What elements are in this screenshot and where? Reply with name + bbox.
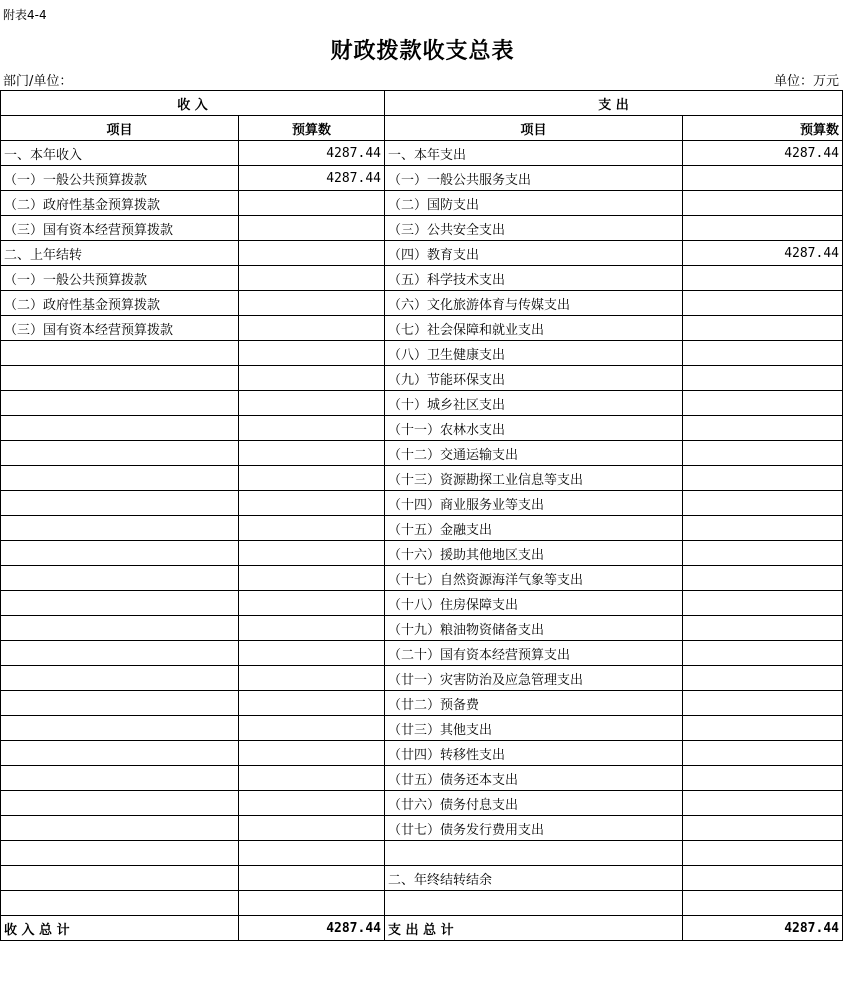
- table-row: [1, 541, 843, 566]
- expense-item-cell: （十二）交通运输支出: [385, 441, 683, 466]
- income-item-header: 项目: [1, 116, 239, 141]
- table-row: [1, 216, 843, 241]
- income-budget-cell: [239, 591, 385, 616]
- income-item-cell: [1, 466, 239, 491]
- income-item-cell: 二、上年结转: [1, 241, 239, 266]
- totals-row: [1, 916, 843, 941]
- income-budget-cell: 4287.44: [239, 141, 385, 166]
- table-row: [1, 766, 843, 791]
- income-budget-cell: [239, 416, 385, 441]
- income-budget-cell: [239, 191, 385, 216]
- income-budget-cell: [239, 241, 385, 266]
- income-budget-cell: [239, 891, 385, 916]
- table-row: [1, 266, 843, 291]
- table-row: [1, 341, 843, 366]
- expense-item-cell: （十七）自然资源海洋气象等支出: [385, 566, 683, 591]
- expense-budget-cell: [683, 691, 843, 716]
- income-item-cell: [1, 391, 239, 416]
- income-item-cell: [1, 841, 239, 866]
- expense-budget-cell: [683, 591, 843, 616]
- income-budget-cell: [239, 441, 385, 466]
- expense-item-cell: （十九）粮油物资储备支出: [385, 616, 683, 641]
- expense-budget-header: 预算数: [683, 116, 843, 141]
- expense-item-cell: （十六）援助其他地区支出: [385, 541, 683, 566]
- expense-item-cell: （廿四）转移性支出: [385, 741, 683, 766]
- income-budget-cell: 4287.44: [239, 166, 385, 191]
- table-row: [1, 741, 843, 766]
- income-budget-cell: [239, 391, 385, 416]
- income-budget-cell: [239, 641, 385, 666]
- expense-item-cell: （廿六）债务付息支出: [385, 791, 683, 816]
- income-item-cell: （二）政府性基金预算拨款: [1, 291, 239, 316]
- expense-item-header: 项目: [385, 116, 683, 141]
- income-item-cell: [1, 616, 239, 641]
- table-row: [1, 791, 843, 816]
- expense-budget-cell: [683, 191, 843, 216]
- income-item-cell: [1, 516, 239, 541]
- table-row: [1, 316, 843, 341]
- income-budget-cell: [239, 691, 385, 716]
- income-item-cell: [1, 441, 239, 466]
- expense-budget-cell: [683, 766, 843, 791]
- expense-item-cell: （九）节能环保支出: [385, 366, 683, 391]
- expense-budget-cell: [683, 841, 843, 866]
- table-row: [1, 416, 843, 441]
- income-item-cell: [1, 716, 239, 741]
- income-budget-header: 预算数: [239, 116, 385, 141]
- income-budget-cell: [239, 666, 385, 691]
- income-budget-cell: [239, 291, 385, 316]
- expense-budget-cell: [683, 316, 843, 341]
- income-total-value: 4287.44: [239, 916, 385, 941]
- expense-budget-cell: [683, 616, 843, 641]
- income-budget-cell: [239, 816, 385, 841]
- income-budget-cell: [239, 866, 385, 891]
- expense-budget-cell: [683, 516, 843, 541]
- expense-budget-cell: [683, 441, 843, 466]
- budget-table: [0, 90, 843, 941]
- expense-item-cell: （十一）农林水支出: [385, 416, 683, 441]
- expense-total-value: 4287.44: [683, 916, 843, 941]
- header-row-sections: [1, 91, 843, 116]
- income-item-cell: [1, 541, 239, 566]
- annex-label: 附表4-4: [3, 8, 47, 22]
- expense-item-cell: （七）社会保障和就业支出: [385, 316, 683, 341]
- expense-budget-cell: 4287.44: [683, 141, 843, 166]
- table-row: [1, 816, 843, 841]
- income-budget-cell: [239, 466, 385, 491]
- income-budget-cell: [239, 216, 385, 241]
- expense-budget-cell: [683, 366, 843, 391]
- expense-budget-cell: [683, 466, 843, 491]
- expense-item-cell: （十四）商业服务业等支出: [385, 491, 683, 516]
- expense-item-cell: （四）教育支出: [385, 241, 683, 266]
- income-item-cell: [1, 766, 239, 791]
- income-item-cell: [1, 641, 239, 666]
- expense-budget-cell: [683, 891, 843, 916]
- income-item-cell: [1, 891, 239, 916]
- expense-budget-cell: 4287.44: [683, 241, 843, 266]
- table-row: [1, 591, 843, 616]
- income-item-cell: （三）国有资本经营预算拨款: [1, 316, 239, 341]
- expense-item-cell: （十五）金融支出: [385, 516, 683, 541]
- table-row: [1, 566, 843, 591]
- expense-total-label: 支 出 总 计: [385, 916, 683, 941]
- income-budget-cell: [239, 266, 385, 291]
- expense-budget-cell: [683, 216, 843, 241]
- table-row: [1, 891, 843, 916]
- table-row: [1, 441, 843, 466]
- income-budget-cell: [239, 341, 385, 366]
- income-budget-cell: [239, 566, 385, 591]
- income-budget-cell: [239, 316, 385, 341]
- unit-label: 单位：万元: [773, 74, 839, 89]
- income-budget-cell: [239, 741, 385, 766]
- income-item-cell: [1, 866, 239, 891]
- page-title: 财政拨款收支总表: [330, 38, 515, 64]
- income-budget-cell: [239, 616, 385, 641]
- income-section-header: 收 入: [1, 91, 385, 116]
- table-row: [1, 691, 843, 716]
- table-row: [1, 141, 843, 166]
- expense-budget-cell: [683, 816, 843, 841]
- expense-budget-cell: [683, 341, 843, 366]
- income-item-cell: [1, 341, 239, 366]
- table-row: [1, 616, 843, 641]
- income-item-cell: （二）政府性基金预算拨款: [1, 191, 239, 216]
- table-row: [1, 716, 843, 741]
- expense-item-cell: 二、年终结转结余: [385, 866, 683, 891]
- table-row: [1, 291, 843, 316]
- expense-item-cell: （廿五）债务还本支出: [385, 766, 683, 791]
- table-row: [1, 166, 843, 191]
- income-item-cell: 一、本年收入: [1, 141, 239, 166]
- table-row: [1, 841, 843, 866]
- dept-label: 部门/单位：: [3, 74, 73, 89]
- income-budget-cell: [239, 491, 385, 516]
- income-budget-cell: [239, 766, 385, 791]
- expense-budget-cell: [683, 716, 843, 741]
- table-row: [1, 491, 843, 516]
- expense-item-cell: 一、本年支出: [385, 141, 683, 166]
- income-item-cell: [1, 666, 239, 691]
- expense-item-cell: （廿一）灾害防治及应急管理支出: [385, 666, 683, 691]
- income-budget-cell: [239, 791, 385, 816]
- expense-budget-cell: [683, 666, 843, 691]
- expense-item-cell: （三）公共安全支出: [385, 216, 683, 241]
- income-item-cell: （一）一般公共预算拨款: [1, 166, 239, 191]
- income-item-cell: （三）国有资本经营预算拨款: [1, 216, 239, 241]
- income-item-cell: [1, 366, 239, 391]
- table-row: [1, 241, 843, 266]
- table-row: [1, 866, 843, 891]
- header-row-columns: [1, 116, 843, 141]
- expense-budget-cell: [683, 566, 843, 591]
- income-budget-cell: [239, 716, 385, 741]
- expense-budget-cell: [683, 166, 843, 191]
- expense-budget-cell: [683, 391, 843, 416]
- income-total-label: 收 入 总 计: [1, 916, 239, 941]
- table-row: [1, 516, 843, 541]
- expense-budget-cell: [683, 791, 843, 816]
- expense-item-cell: （廿七）债务发行费用支出: [385, 816, 683, 841]
- expense-budget-cell: [683, 416, 843, 441]
- expense-budget-cell: [683, 641, 843, 666]
- table-row: [1, 666, 843, 691]
- expense-budget-cell: [683, 291, 843, 316]
- expense-item-cell: （二十）国有资本经营预算支出: [385, 641, 683, 666]
- expense-item-cell: [385, 841, 683, 866]
- expense-item-cell: （十八）住房保障支出: [385, 591, 683, 616]
- income-item-cell: [1, 591, 239, 616]
- expense-budget-cell: [683, 866, 843, 891]
- table-row: [1, 391, 843, 416]
- income-item-cell: [1, 416, 239, 441]
- expense-item-cell: （二）国防支出: [385, 191, 683, 216]
- income-budget-cell: [239, 366, 385, 391]
- expense-section-header: 支 出: [385, 91, 843, 116]
- income-item-cell: [1, 491, 239, 516]
- table-row: [1, 191, 843, 216]
- expense-budget-cell: [683, 541, 843, 566]
- expense-item-cell: （廿二）预备费: [385, 691, 683, 716]
- income-budget-cell: [239, 516, 385, 541]
- expense-budget-cell: [683, 266, 843, 291]
- expense-item-cell: （十）城乡社区支出: [385, 391, 683, 416]
- expense-item-cell: （六）文化旅游体育与传媒支出: [385, 291, 683, 316]
- expense-item-cell: （一）一般公共服务支出: [385, 166, 683, 191]
- income-budget-cell: [239, 541, 385, 566]
- income-item-cell: [1, 566, 239, 591]
- income-item-cell: [1, 741, 239, 766]
- income-item-cell: [1, 791, 239, 816]
- income-item-cell: （一）一般公共预算拨款: [1, 266, 239, 291]
- table-row: [1, 366, 843, 391]
- expense-item-cell: （八）卫生健康支出: [385, 341, 683, 366]
- income-budget-cell: [239, 841, 385, 866]
- table-row: [1, 466, 843, 491]
- income-item-cell: [1, 816, 239, 841]
- expense-item-cell: （十三）资源勘探工业信息等支出: [385, 466, 683, 491]
- expense-item-cell: （五）科学技术支出: [385, 266, 683, 291]
- expense-budget-cell: [683, 741, 843, 766]
- expense-item-cell: （廿三）其他支出: [385, 716, 683, 741]
- income-item-cell: [1, 691, 239, 716]
- expense-item-cell: [385, 891, 683, 916]
- table-row: [1, 641, 843, 666]
- expense-budget-cell: [683, 491, 843, 516]
